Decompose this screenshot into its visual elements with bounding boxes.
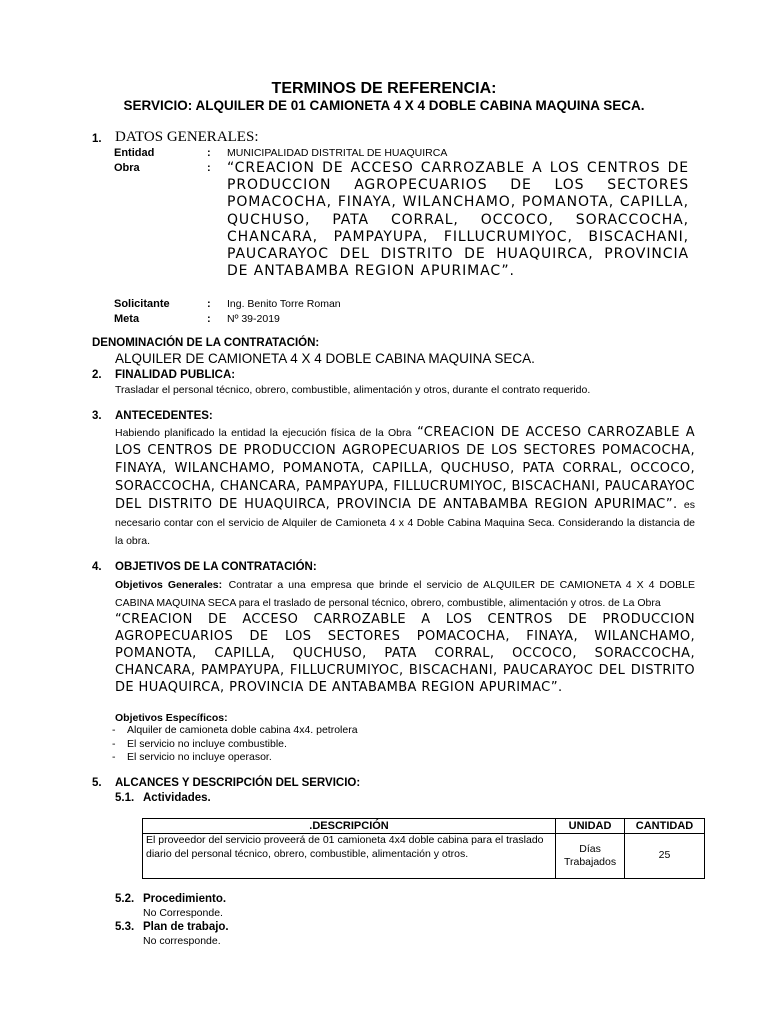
section-4-number: 4.: [92, 561, 102, 573]
col-descripcion-header: .DESCRIPCIÓN: [143, 819, 556, 834]
section-3-heading: ANTECEDENTES:: [115, 410, 213, 422]
section-2-heading: FINALIDAD PUBLICA:: [115, 369, 236, 381]
section-2-number: 2.: [92, 369, 102, 381]
entidad-colon: :: [207, 147, 211, 159]
subsection-5-3-number: 5.3.: [115, 921, 135, 933]
antecedentes-tail: es necesario contar con el servicio de Alquiler de Camioneta 4 x 4 Doble Cabina Maquina Seca. Considerando la distancia de la obra.: [115, 499, 695, 547]
table-header-row: [143, 819, 705, 834]
solicitante-value: Ing. Benito Torre Roman: [227, 298, 341, 310]
obra-label: Obra: [114, 162, 140, 174]
objetivos-generales-text: Contratar a una empresa que brinde el servicio de ALQUILER DE CAMIONETA 4 X 4 DOBLE CABINA MAQUINA SECA para el traslado de personal técnico, obrero, combustible, alimentación y otros. de La Obra: [115, 579, 695, 609]
obra-value: “CREACION DE ACCESO CARROZABLE A LOS CENTROS DE PRODUCCION AGROPECUARIOS DE LOS SECTORES POMACOCHA, FINAYA, WILANCHAMO, POMANOTA, CAPILLA, QUCHUSO, PATA CORRAL, OCCOCO, SORACCOCHA, CHANCARA, PAMPAYUPA, FILLUCRUMIYOC, BISCACHANI, PAUCARAYOC DEL DISTRITO DE HUAQUIRCA, PROVINCIA DE ANTABAMBA REGION APURIMAC”.: [227, 160, 689, 280]
subsection-5-2-heading: Procedimiento.: [143, 893, 227, 905]
section-5-number: 5.: [92, 777, 102, 789]
solicitante-colon: :: [207, 298, 211, 310]
list-item: - El servicio no incluye combustible.: [112, 738, 358, 752]
entidad-value: MUNICIPALIDAD DISTRITAL DE HUAQUIRCA: [227, 147, 448, 159]
actividades-table: [142, 818, 705, 879]
unidad-cell: Días Trabajados: [556, 834, 625, 879]
cantidad-cell: 25: [625, 834, 705, 879]
objetivos-especificos-list: [112, 724, 358, 765]
subsection-5-2-number: 5.2.: [115, 893, 135, 905]
entidad-label: Entidad: [114, 147, 155, 159]
descripcion-cell: El proveedor del servicio proveerá de 01 camioneta 4x4 doble cabina para el traslado diario del personal técnico, obrero, combustible, alimentación y otros.: [143, 834, 556, 879]
section-4-heading: OBJETIVOS DE LA CONTRATACIÓN:: [115, 561, 317, 573]
solicitante-label: Solicitante: [114, 298, 170, 310]
section-1-number: 1.: [92, 133, 102, 145]
section-3-number: 3.: [92, 410, 102, 422]
list-item: - Alquiler de camioneta doble cabina 4x4. petrolera: [112, 724, 358, 738]
objetivos-obra: “CREACION DE ACCESO CARROZABLE A LOS CENTROS DE PRODUCCION AGROPECUARIOS DE LOS SECTORES POMACOCHA, FINAYA, WILANCHAMO, POMANOTA, CAPILLA, QUCHUSO, PATA CORRAL, OCCOCO, SORACCOCHA, CHANCARA, PAMPAYUPA, FILLUCRUMIYOC, BISCACHANI, PAUCARAYOC DEL DISTRITO DE HUAQUIRCA, PROVINCIA DE ANTABAMBA REGION APURIMAC”.: [115, 612, 695, 695]
procedimiento-text: No Corresponde.: [143, 907, 223, 919]
section-1-heading: DATOS GENERALES:: [115, 129, 259, 145]
subsection-5-1-number: 5.1.: [115, 792, 135, 804]
document-title: TERMINOS DE REFERENCIA:: [271, 80, 497, 97]
section-5-heading: ALCANCES Y DESCRIPCIÓN DEL SERVICIO:: [115, 777, 361, 789]
list-item: - El servicio no incluye operasor.: [112, 751, 358, 765]
meta-colon: :: [207, 313, 211, 325]
denominacion-heading: DENOMINACIÓN DE LA CONTRATACIÓN:: [92, 337, 320, 349]
objetivos-generales-paragraph: [115, 575, 695, 696]
col-unidad-header: UNIDAD: [556, 819, 625, 834]
objetivos-especificos-label: Objetivos Específicos:: [115, 712, 228, 724]
denominacion-text: ALQUILER DE CAMIONETA 4 X 4 DOBLE CABINA MAQUINA SECA.: [115, 351, 535, 366]
objetivos-generales-label: Objetivos Generales:: [115, 579, 223, 591]
obra-colon: :: [207, 162, 211, 174]
meta-value: Nº 39-2019: [227, 313, 280, 325]
plan-trabajo-text: No corresponde.: [143, 935, 221, 947]
table-row: [143, 834, 705, 879]
meta-label: Meta: [114, 313, 140, 325]
document-subtitle: SERVICIO: ALQUILER DE 01 CAMIONETA 4 X 4 DOBLE CABINA MAQUINA SECA.: [123, 98, 645, 113]
subsection-5-1-heading: Actividades.: [143, 792, 211, 804]
col-cantidad-header: CANTIDAD: [625, 819, 705, 834]
subsection-5-3-heading: Plan de trabajo.: [143, 921, 229, 933]
antecedentes-obra: “CREACION DE ACCESO CARROZABLE A LOS CENTROS DE PRODUCCION AGROPECUARIOS DE LOS SECTORES POMACOCHA, FINAYA, WILANCHAMO, POMANOTA, CAPILLA, QUCHUSO, PATA CORRAL, OCCOCO, SORACCOCHA, CHANCARA, PAMPAYUPA, FILLUCRUMIYOC, BISCACHANI, PAUCARAYOC DEL DISTRITO DE HUAQUIRCA, PROVINCIA DE ANTABAMBA REGION APURIMAC”.: [115, 425, 695, 512]
finalidad-text: Trasladar el personal técnico, obrero, combustible, alimentación y otros, durante el contrato requerido.: [115, 384, 591, 396]
antecedentes-paragraph: [115, 423, 695, 549]
antecedentes-intro: Habiendo planificado la entidad la ejecución física de la Obra: [115, 427, 412, 439]
